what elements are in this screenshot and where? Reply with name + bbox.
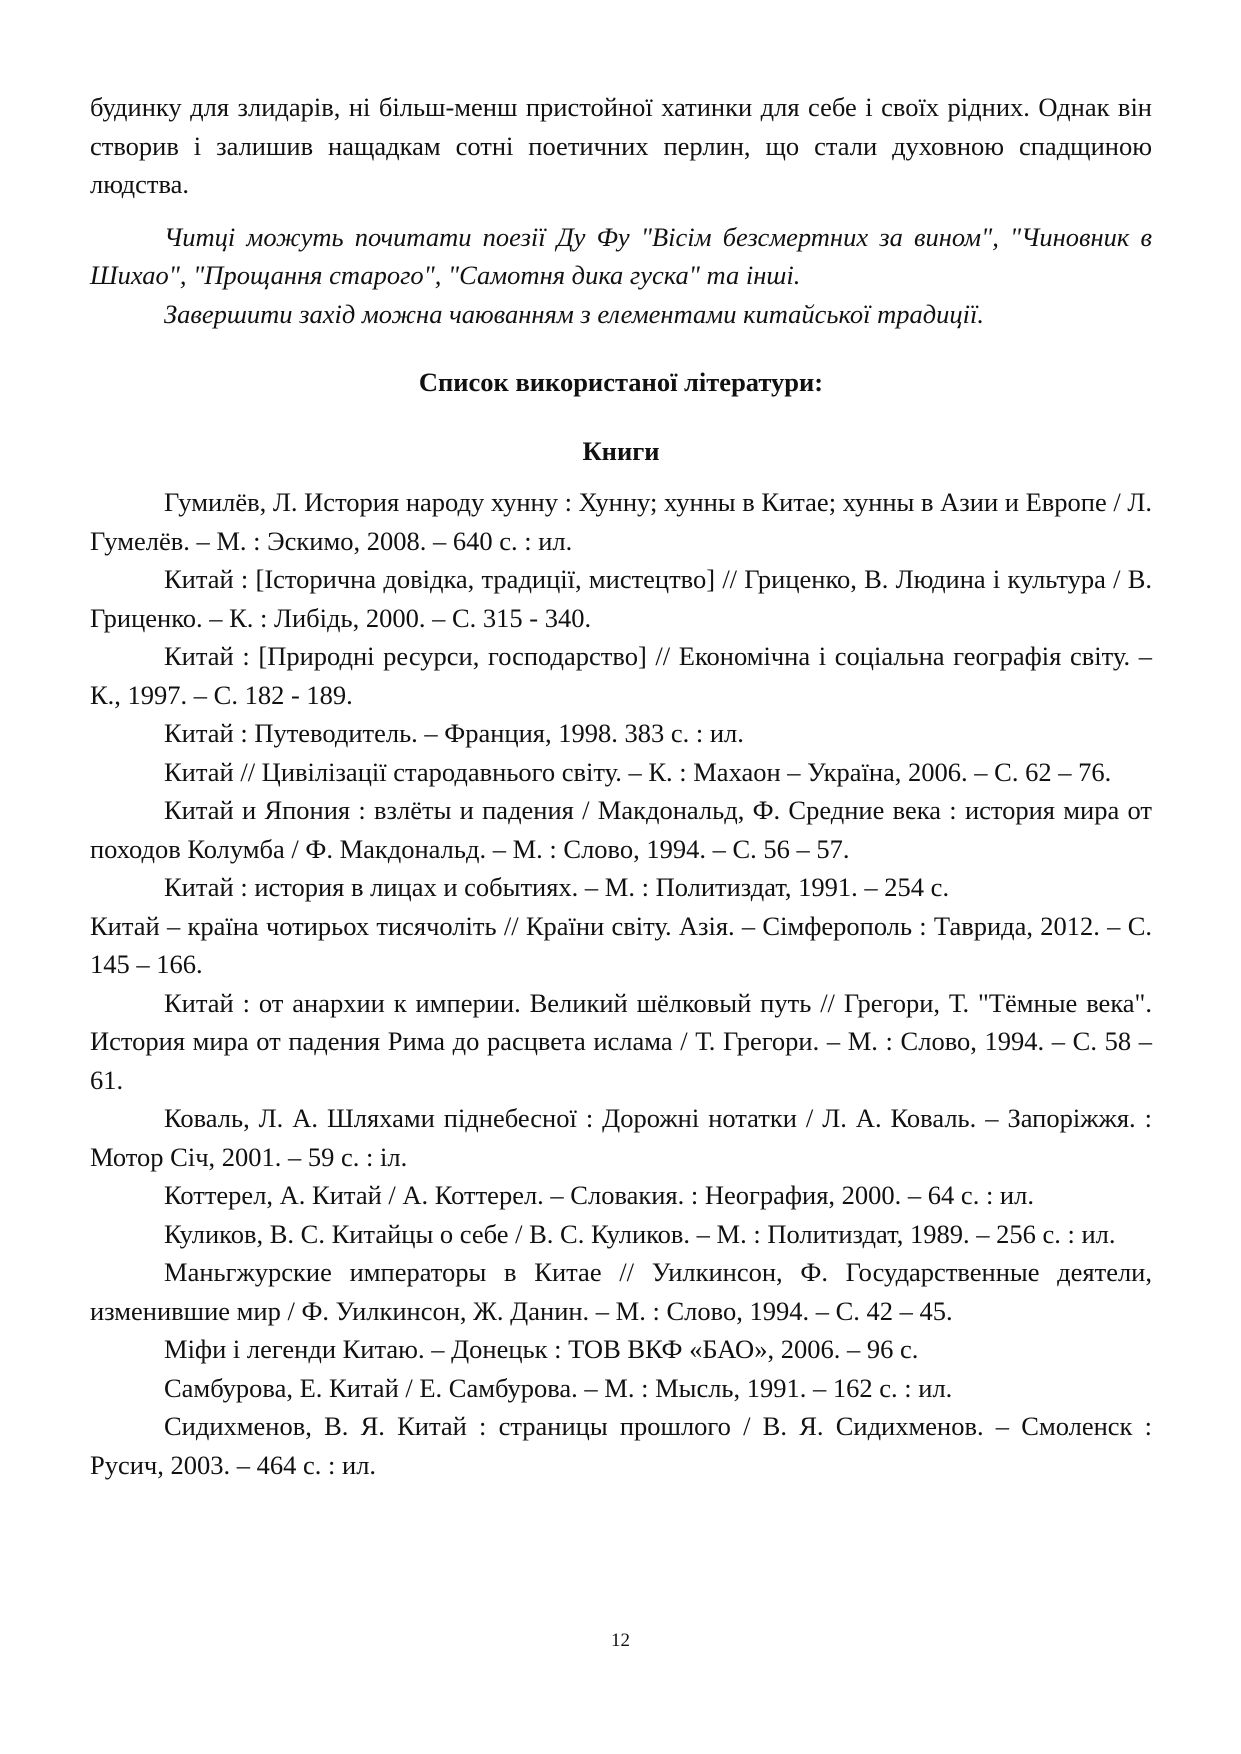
bibliography-entry: Китай : [Історична довідка, традиції, мистецтво] // Гриценко, В. Людина і культура / В. Гриценко. – К. : Либідь, 2000. – С. 315 - 340. bbox=[90, 564, 1152, 633]
bibliography-entry: Китай : [Природні ресурси, господарство] // Економічна і соціальна географія світу. – К., 1997. – С. 182 - 189. bbox=[90, 641, 1152, 710]
bibliography-entry: Сидихменов, В. Я. Китай : страницы прошлого / В. Я. Сидихменов. – Смоленск : Русич, 2003. – 464 с. : ил. bbox=[90, 1411, 1152, 1480]
document-page bbox=[90, 88, 1152, 1484]
bibliography-entry: Китай : Путеводитель. – Франция, 1998. 383 с. : ил. bbox=[164, 718, 744, 748]
bibliography-entry: Китай и Япония : взлёты и падения / Макдональд, Ф. Средние века : история мира от походов Колумба / Ф. Макдональд. – М. : Слово, 1994. – С. 56 – 57. bbox=[90, 795, 1152, 864]
bibliography-entry: Самбурова, Е. Китай / Е. Самбурова. – М. : Мысль, 1991. – 162 с. : ил. bbox=[164, 1372, 953, 1403]
bibliography-title: Список використаної літератури: bbox=[418, 367, 824, 397]
bibliography-entry: Китай – країна чотирьох тисячоліть // Країни світу. Азія. – Сімферополь : Таврида, 2012. – С. 145 – 166. bbox=[90, 910, 1152, 979]
bibliography-section-books: Книги bbox=[582, 435, 660, 466]
bibliography-entry: Коваль, Л. А. Шляхами піднебесної : Дорожні нотатки / Л. А. Коваль. – Запоріжжя. : Мотор Січ, 2001. – 59 с. : іл. bbox=[90, 1103, 1152, 1172]
bibliography-entry: Коттерел, А. Китай / А. Коттерел. – Словакия. : Неография, 2000. – 64 с. : ил. bbox=[164, 1180, 1034, 1210]
bibliography-list bbox=[90, 483, 1152, 1484]
reading-note: Читці можуть почитати поезії Ду Фу "Вісім безсмертних за вином", "Чиновник в Шихао", "Прощання старого", "Самотня дика гуска" та інші. bbox=[90, 221, 1152, 290]
bibliography-entry: Китай : история в лицах и событиях. – М. : Политиздат, 1991. – 254 с. bbox=[164, 872, 950, 902]
intro-paragraph: будинку для злидарів, ні більш-менш пристойної хатинки для себе і своїх рідних. Однак він створив і залишив нащадкам сотні поетичних перлин, що стали духовною спадщиною людства. bbox=[90, 92, 1152, 199]
bibliography-entry: Куликов, В. С. Китайцы о себе / В. С. Куликов. – М. : Политиздат, 1989. – 256 с. : ил. bbox=[164, 1218, 1116, 1249]
bibliography-entry: Гумилёв, Л. История народу хунну : Хунну; хунны в Китае; хунны в Азии и Европе / Л. Гумелёв. – М. : Эскимо, 2008. – 640 с. : ил. bbox=[90, 487, 1152, 556]
bibliography-entry: Китай // Цивілізації стародавнього світу. – К. : Махаон – Україна, 2006. – С. 62 – 76. bbox=[164, 756, 1112, 787]
bibliography-entry: Маньгжурские императоры в Китае // Уилкинсон, Ф. Государственные деятели, изменившие мир / Ф. Уилкинсон, Ж. Данин. – М. : Слово, 1994. – С. 42 – 45. bbox=[90, 1257, 1152, 1326]
bibliography-entry: Міфи і легенди Китаю. – Донецьк : ТОВ ВКФ «БАО», 2006. – 96 с. bbox=[164, 1334, 919, 1364]
closing-note: Завершити захід можна чаюванням з елементами китайської традиції. bbox=[164, 298, 985, 329]
page-number: 12 bbox=[611, 1630, 630, 1651]
bibliography-entry: Китай : от анархии к империи. Великий шёлковый путь // Грегори, Т. "Тёмные века". История мира от падения Рима до расцвета ислама / Т. Грегори. – М. : Слово, 1994. – С. 58 – 61. bbox=[90, 987, 1152, 1095]
